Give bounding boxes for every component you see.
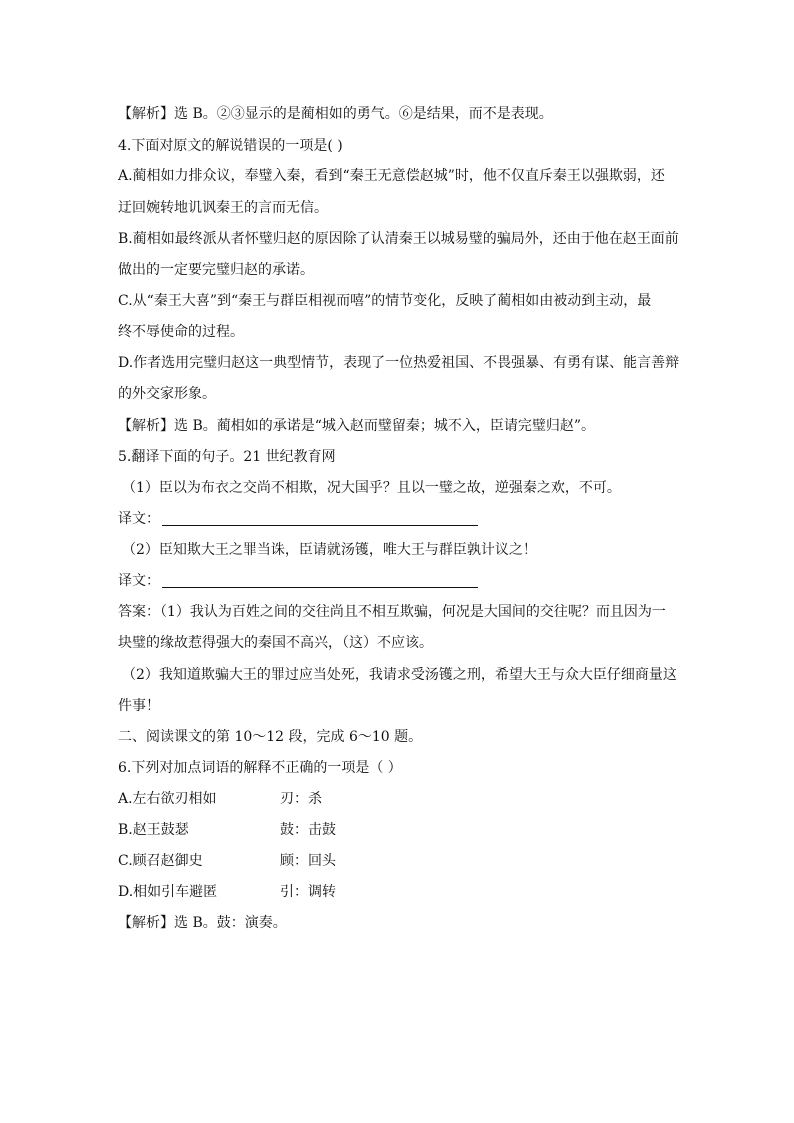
option-c-line-2: 终不辱使命的过程。 bbox=[118, 324, 244, 340]
option-b-line-2: 做出的一定要完璧归赵的承诺。 bbox=[118, 262, 314, 278]
translation-line-1 bbox=[118, 509, 678, 529]
answer-blank-1[interactable] bbox=[162, 524, 478, 526]
question-4: 4.下面对原文的解说错误的一项是( ) bbox=[118, 138, 343, 154]
option-a-line-1: A.蔺相如力排众议，奉璧入秦，看到“秦王无意偿赵城”时，他不仅直斥秦王以强欺弱，还 bbox=[118, 168, 665, 184]
q6-option-b: B.赵王鼓瑟 bbox=[118, 822, 189, 838]
analysis-line-3: 【解析】选 B。鼓：演奏。 bbox=[118, 915, 287, 931]
option-c-line-1: C.从“秦王大喜”到“秦王与群臣相视而嘻”的情节变化，反映了蔺相如由被动到主动，最 bbox=[118, 293, 652, 309]
translation-line-2 bbox=[118, 571, 678, 591]
answer-line-1: 答案：（1）我认为百姓之间的交往尚且不相互欺骗，何况是大国间的交往呢？而且因为一 bbox=[118, 604, 666, 620]
q6-option-d: D.相如引车避匿 bbox=[118, 884, 218, 900]
question-5: 5.翻译下面的句子。21 世纪教育网 bbox=[118, 449, 336, 465]
sentence-1: （1）臣以为布衣之交尚不相欺，况大国乎？且以一璧之故，逆强秦之欢，不可。 bbox=[122, 480, 621, 496]
q6-option-c: C.顾召赵御史 bbox=[118, 853, 203, 869]
answer-blank-2[interactable] bbox=[162, 586, 478, 588]
answer-line-2: 块璧的缘故惹得强大的秦国不高兴，（这）不应该。 bbox=[118, 635, 433, 651]
option-d-line-2: 的外交家形象。 bbox=[118, 386, 216, 402]
q6-option-d-gloss: 引：调转 bbox=[280, 884, 336, 900]
translation-label-1: 译文： bbox=[118, 511, 160, 527]
option-a-line-2: 迂回婉转地讥讽秦王的言而无信。 bbox=[118, 200, 328, 216]
sentence-2: （2）臣知欺大王之罪当诛，臣请就汤镬，唯大王与群臣孰计议之！ bbox=[122, 542, 537, 558]
q6-option-c-gloss: 顾：回头 bbox=[280, 853, 336, 869]
analysis-line-2: 【解析】选 B。蔺相如的承诺是“城入赵而璧留秦；城不入，臣请完璧归赵”。 bbox=[118, 418, 596, 434]
question-6: 6.下列对加点词语的解释不正确的一项是（ ） bbox=[118, 760, 402, 776]
q6-option-a: A.左右欲刃相如 bbox=[118, 791, 217, 807]
q6-option-b-gloss: 鼓：击鼓 bbox=[280, 822, 336, 838]
translation-label-2: 译文： bbox=[118, 573, 160, 589]
answer-line-3: （2）我知道欺骗大王的罪过应当处死，我请求受汤镬之刑，希望大王与众大臣仔细商量这 bbox=[122, 667, 677, 683]
option-d-line-1: D.作者选用完璧归赵这一典型情节，表现了一位热爱祖国、不畏强暴、有勇有谋、能言善辩 bbox=[118, 355, 680, 371]
section-heading: 二、阅读课文的第 10～12 段，完成 6～10 题。 bbox=[118, 729, 423, 745]
analysis-line-1: 【解析】选 B。②③显示的是蔺相如的勇气。⑥是结果，而不是表现。 bbox=[118, 106, 553, 122]
q6-option-a-gloss: 刃：杀 bbox=[280, 791, 322, 807]
option-b-line-1: B.蔺相如最终派从者怀璧归赵的原因除了认清秦王以城易璧的骗局外，还由于他在赵王面前 bbox=[118, 231, 679, 247]
answer-line-4: 件事！ bbox=[118, 698, 160, 714]
